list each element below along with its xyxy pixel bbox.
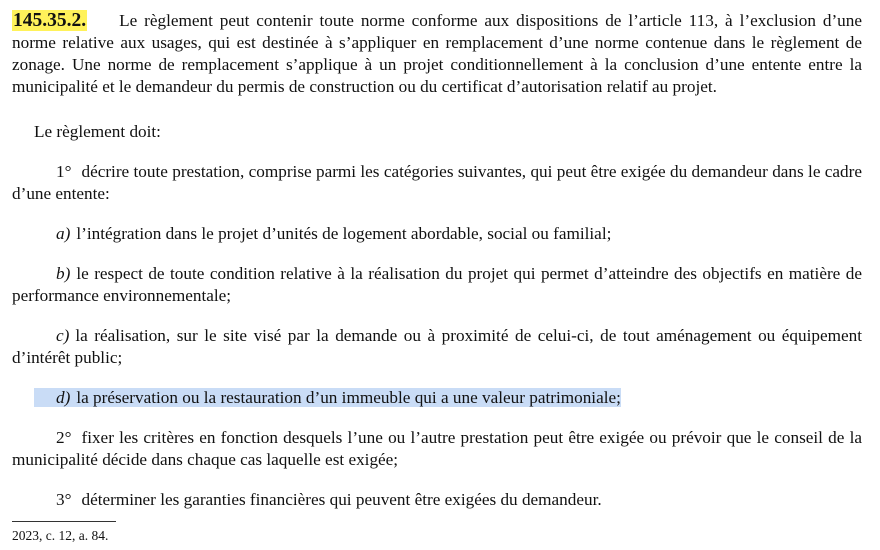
item-marker: b) (56, 264, 71, 283)
item-text: la réalisation, sur le site visé par la demande ou à proximité de celui-ci, de tout aménagement ou équipement d’intérêt public; (12, 326, 862, 367)
article-text: Le règlement peut contenir toute norme conforme aux dispositions de l’article 113, à l’exclusion d’une norme relative aux usages, qui est destinée à s’appliquer en remplacement d’une norme contenue dans le règlement de zonage. Une norme de remplacement s’applique à un projet conditionnellement à la conclusion d’une entente entre la municipalité et le demandeur du permis de construction ou du certificat d’autorisation relatif au projet. (12, 11, 862, 96)
item-marker: 3° (56, 490, 72, 509)
list-item-d (12, 387, 862, 409)
list-item-c (12, 325, 862, 369)
list-item-2 (12, 427, 862, 471)
intro-paragraph (12, 121, 862, 143)
selected-text-highlight[interactable] (34, 388, 621, 407)
list-item-a (12, 223, 862, 245)
footnote-citation: 2023, c. 12, a. 84. (12, 528, 109, 543)
item-marker: d) (56, 388, 71, 407)
item-text: la préservation ou la restauration d’un immeuble qui a une valeur patrimoniale; (76, 388, 621, 407)
item-marker: 1° (56, 162, 72, 181)
list-item-b (12, 263, 862, 307)
item-text: déterminer les garanties financières qui peuvent être exigées du demandeur. (81, 490, 602, 509)
item-marker: a) (56, 224, 71, 243)
item-marker: 2° (56, 428, 72, 447)
article-paragraph (12, 10, 862, 98)
intro-text: Le règlement doit: (34, 122, 161, 141)
item-text: l’intégration dans le projet d’unités de logement abordable, social ou familial; (76, 224, 612, 243)
document-page (12, 10, 862, 511)
item-text: décrire toute prestation, comprise parmi les catégories suivantes, qui peut être exigée du demandeur dans le cadre d’une entente: (12, 162, 862, 203)
item-text: le respect de toute condition relative à la réalisation du projet qui permet d’atteindre des objectifs en matière de performance environnementale; (12, 264, 862, 305)
list-item-3 (12, 489, 862, 511)
article-number: 145.35.2. (13, 10, 87, 31)
footnote-divider (12, 521, 116, 522)
item-marker: c) (56, 326, 70, 345)
item-text: fixer les critères en fonction desquels l’une ou l’autre prestation peut être exigée ou prévoir que le conseil de la municipalité décide dans chaque cas laquelle est exigée; (12, 428, 862, 469)
list-item-1 (12, 161, 862, 205)
